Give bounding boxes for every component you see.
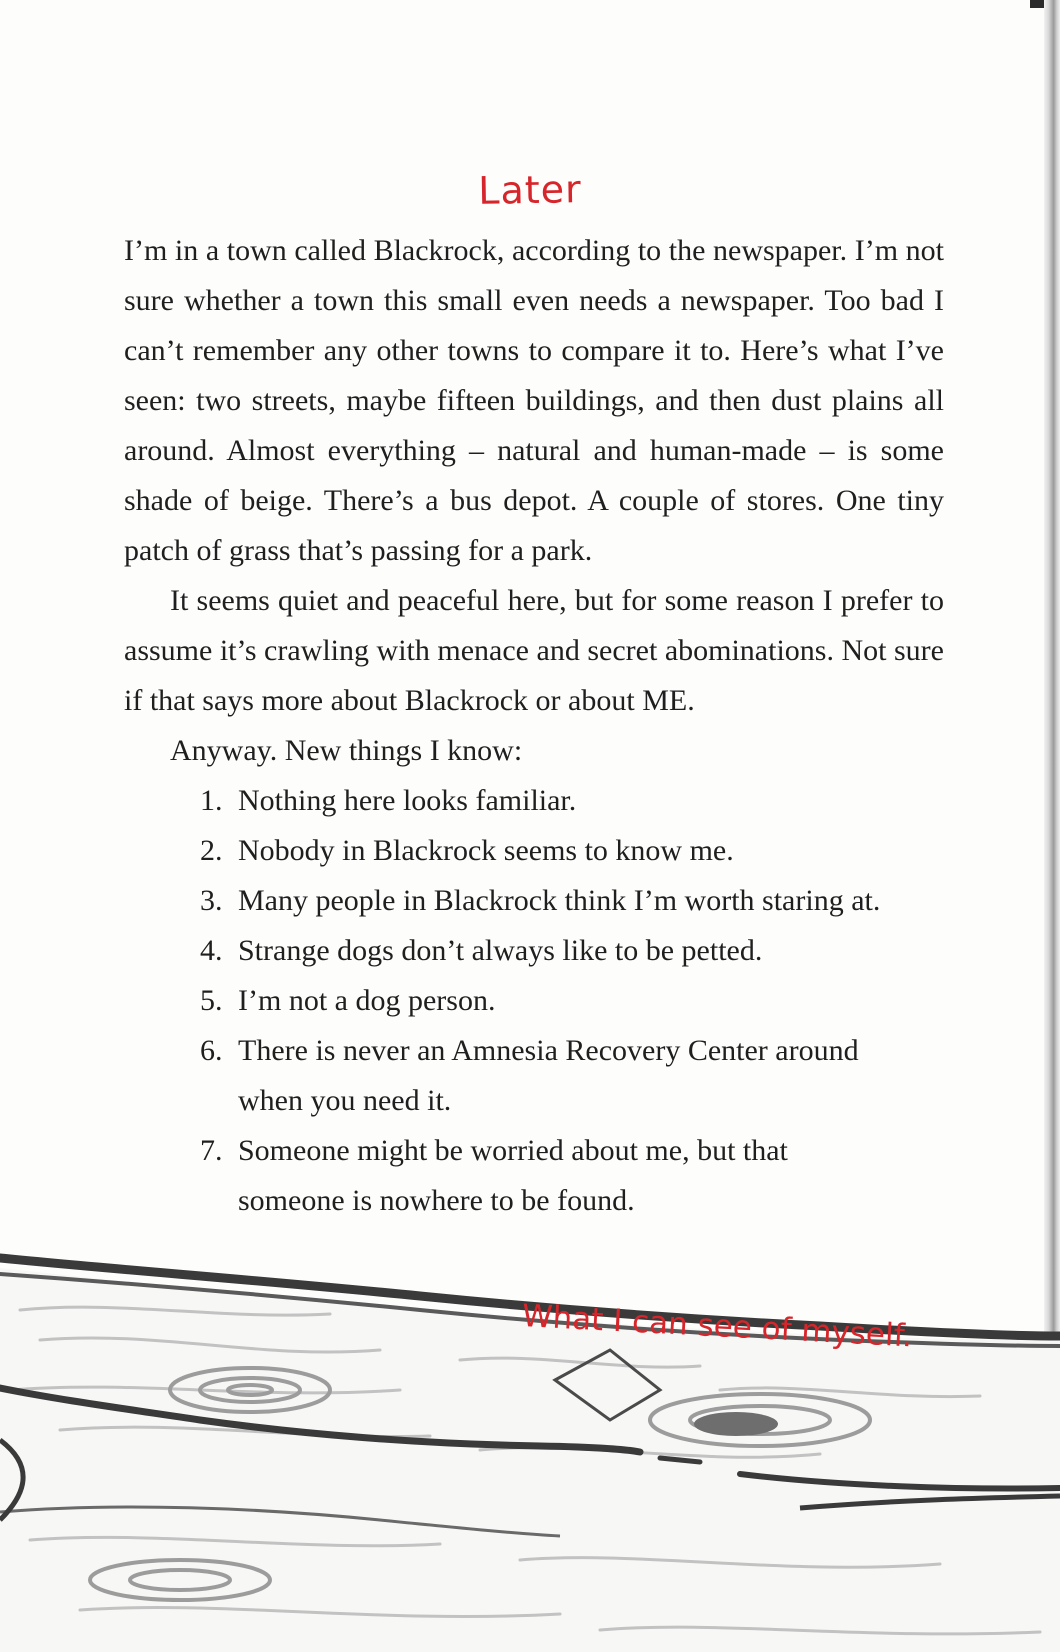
list-item	[200, 876, 944, 926]
paragraph-town-description: I’m in a town called Blackrock, according to the newspaper. I’m not sure whether a town this small even needs a newspaper. Too bad I can’t remember any other towns to compare it to. Here’s what I’ve seen: two streets, maybe fifteen buildings, and then dust plains all around. Almost everything – natural and human-made – is some shade of beige. There’s a bus depot. A couple of stores. One tiny patch of grass that’s passing for a park.	[124, 234, 944, 567]
page-corner-mark	[1030, 0, 1044, 8]
list-text: Strange dogs don’t always like to be petted.	[238, 934, 763, 967]
list-number: 1.	[200, 784, 223, 817]
list-item	[200, 976, 944, 1026]
body-text	[124, 226, 944, 1226]
list-text: I’m not a dog person.	[238, 984, 496, 1017]
list-number: 4.	[200, 934, 223, 967]
list-text: Nobody in Blackrock seems to know me.	[238, 834, 734, 867]
list-text: Someone might be worried about me, but that someone is nowhere to be found.	[238, 1134, 788, 1217]
list-number: 3.	[200, 884, 223, 917]
list-number: 5.	[200, 984, 223, 1017]
section-heading: Later	[477, 167, 583, 213]
list-item	[200, 1126, 944, 1226]
list-number: 2.	[200, 834, 223, 867]
list-item	[200, 776, 944, 826]
list-number: 6.	[200, 1034, 223, 1067]
list-text: There is never an Amnesia Recovery Center around when you need it.	[238, 1034, 859, 1117]
list-item	[200, 826, 944, 876]
list-number: 7.	[200, 1134, 223, 1167]
illustration-caption: What I can see of myself.	[521, 1298, 914, 1355]
list-text: Many people in Blackrock think I’m worth staring at.	[238, 884, 881, 917]
list-item	[200, 1026, 944, 1126]
paragraph-list-intro: Anyway. New things I know:	[170, 734, 523, 767]
paragraph-menace: It seems quiet and peaceful here, but for some reason I prefer to assume it’s crawling with menace and secret abominations. Not sure if that says more about Blackrock or about ME.	[124, 584, 944, 717]
new-things-list	[124, 776, 944, 1226]
list-text: Nothing here looks familiar.	[238, 784, 577, 817]
list-item	[200, 926, 944, 976]
